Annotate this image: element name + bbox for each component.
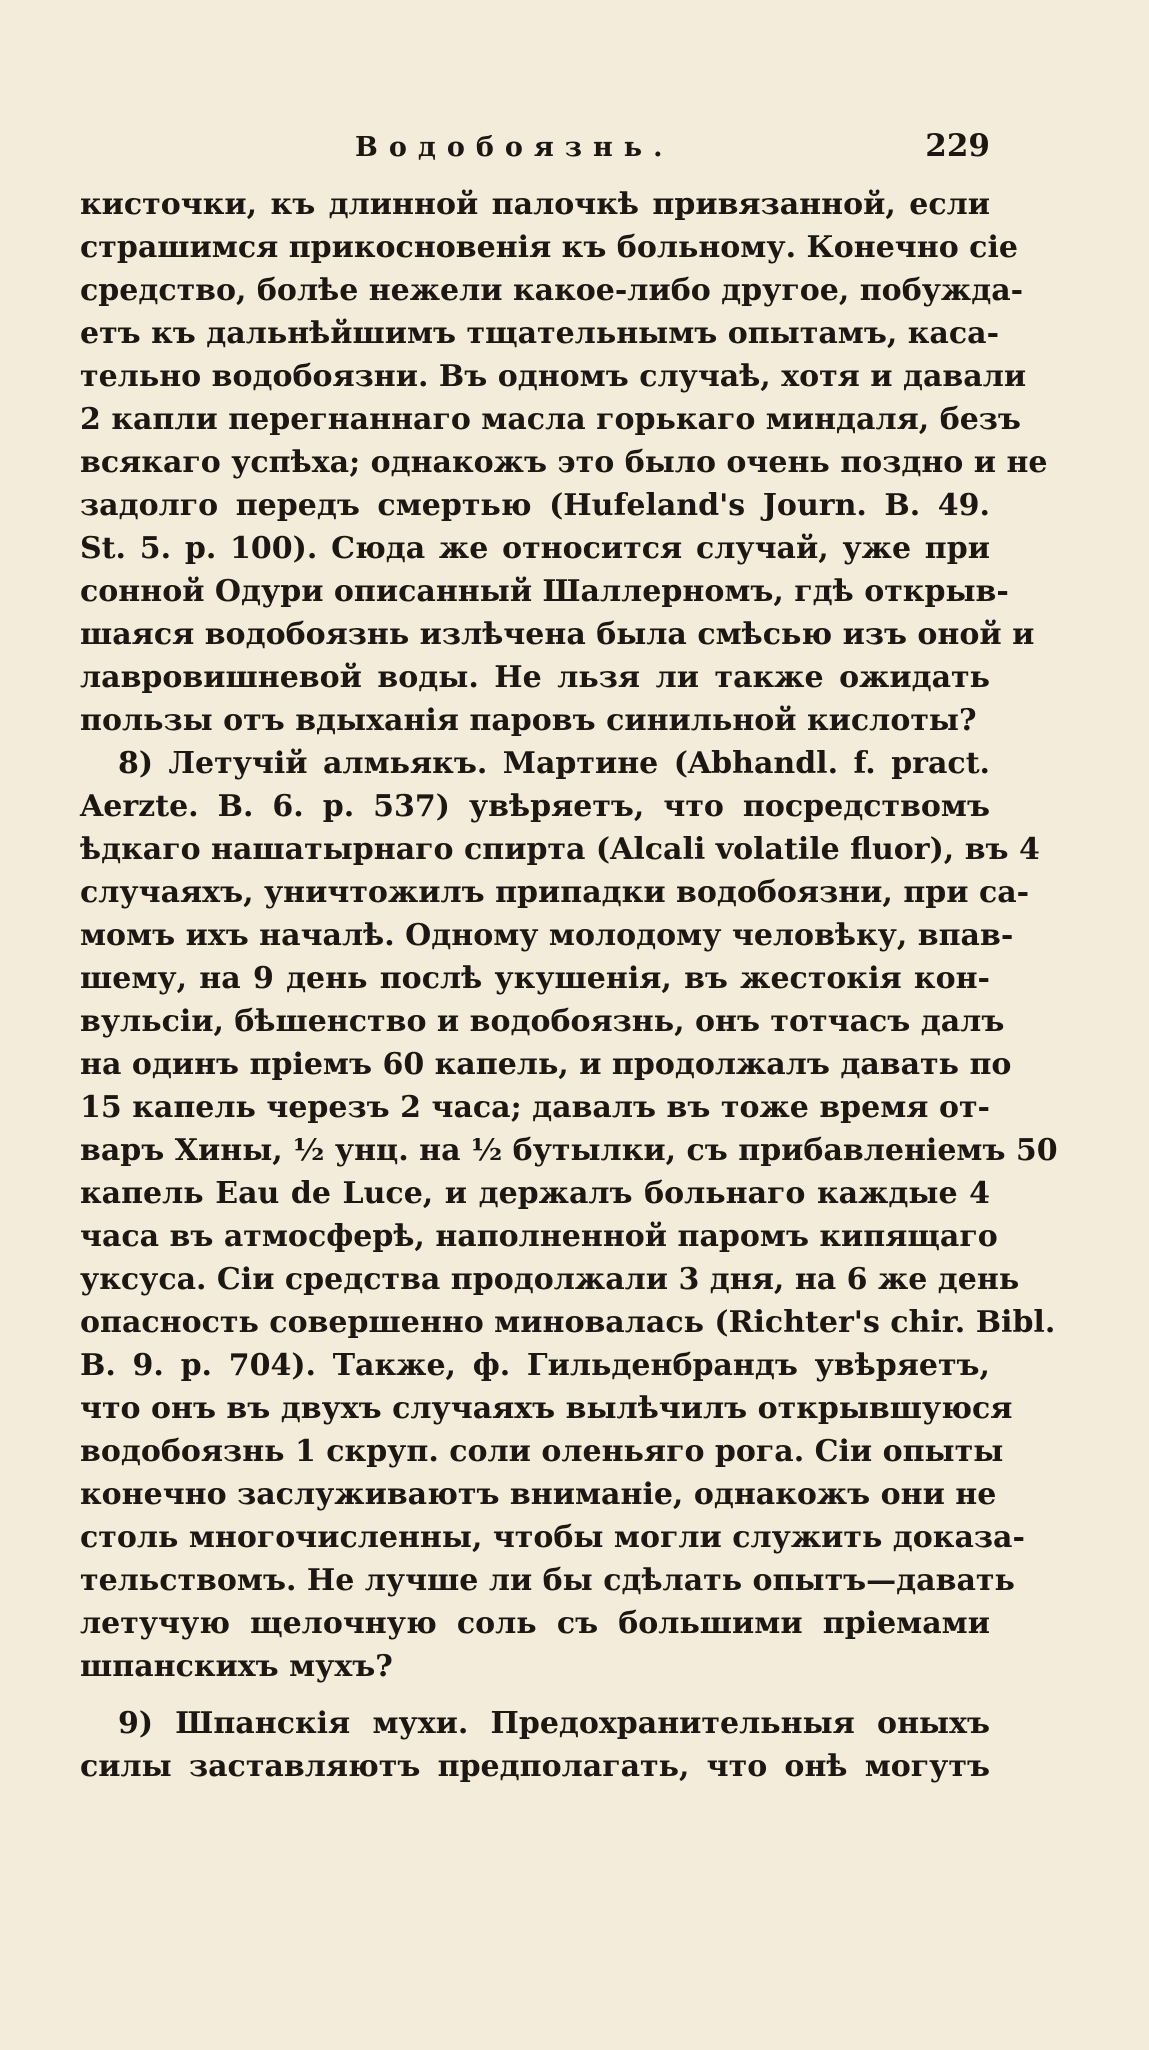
text-line: столь многочисленны, чтобы могли служить доказа- [80,1520,1025,1555]
page-header [80,128,990,178]
text-line: опасность совершенно миновалась (Richter's chir. Bibl. [80,1305,1056,1340]
text-line: уксуса. Сіи средства продолжали 3 дня, на 6 же день [80,1262,1020,1297]
text-line: силы заставляютъ предполагать, что онѣ могутъ [80,1749,990,1784]
text-line: на одинъ пріемъ 60 капель, и продолжалъ давать по [80,1047,1012,1082]
text-line: етъ къ дальнѣйшимъ тщательнымъ опытамъ, каса- [80,316,1000,351]
text-line: 2 капли перегнаннаго масла горькаго миндаля, безъ [80,402,1021,437]
body-text [80,183,1058,1788]
text-line: тельно водобоязни. Въ одномъ случаѣ, хотя и давали [80,359,1027,394]
text-line: всякаго успѣха; однакожъ это было очень поздно и не [80,445,1048,480]
paragraph-gap [80,1688,990,1702]
text-line: часа въ атмосферѣ, наполненной паромъ кипящаго [80,1219,998,1254]
text-line: St. 5. p. 100). Сюда же относится случай, уже при [80,531,990,566]
text-line: средство, болѣе нежели какое-либо другое, побужда- [80,273,1024,308]
text-line: 15 капель черезъ 2 часа; давалъ въ тоже время от- [80,1090,990,1125]
text-line: задолго передъ смертью (Hufeland's Journ. B. 49. [80,488,990,523]
text-line: водобоязнь 1 скруп. соли оленьяго рога. Сіи опыты [80,1434,1004,1469]
text-line: капель Eau de Luce, и держалъ больнаго каждые 4 [80,1176,990,1211]
section-heading-line: 8) Летучій алмьякъ. Мартине (Abhandl. f. pract. [118,746,990,781]
text-line: ѣдкаго нашатырнаго спирта (Alcali volatile fluor), въ 4 [80,832,1040,867]
text-line: пользы отъ вдыханія паровъ синильной кислоты? [80,703,977,738]
page-number: 229 [925,128,990,164]
text-line: кисточки, къ длинной палочкѣ привязанной, если [80,187,990,222]
text-line: шаяся водобоязнь излѣчена была смѣсью изъ оной и [80,617,1035,652]
text-line: летучую щелочную соль съ большими пріемами [80,1606,990,1641]
text-line: варъ Хины, ½ унц. на ½ бутылки, съ прибавленіемъ 50 [80,1133,1058,1168]
text-line: сонной Одури описанный Шаллерномъ, гдѣ открыв- [80,574,1009,609]
text-line: шему, на 9 день послѣ укушенія, въ жестокія кон- [80,961,990,996]
text-line: лавровишневой воды. Не льзя ли также ожидать [80,660,990,695]
text-line: конечно заслуживаютъ вниманіе, однакожъ они не [80,1477,997,1512]
text-line: страшимся прикосновенія къ больному. Конечно сіе [80,230,1018,265]
text-line: Aerzte. B. 6. p. 537) увѣряетъ, что посредствомъ [80,789,990,824]
section-heading-line: 9) Шпанскія мухи. Предохранительныя оныхъ [118,1706,990,1741]
text-line: что онъ въ двухъ случаяхъ вылѣчилъ открывшуюся [80,1391,1013,1426]
text-line: случаяхъ, уничтожилъ припадки водобоязни, при са- [80,875,1030,910]
running-title: Водобоязнь. [355,132,674,163]
text-line: тельствомъ. Не лучше ли бы сдѣлать опытъ—давать [80,1563,1015,1598]
text-line: вульсіи, бѣшенство и водобоязнь, онъ тотчасъ далъ [80,1004,1005,1039]
text-line: B. 9. p. 704). Также, ф. Гильденбрандъ увѣряетъ, [80,1348,990,1383]
text-line: момъ ихъ началѣ. Одному молодому человѣку, впав- [80,918,1014,953]
text-line: шпанскихъ мухъ? [80,1649,393,1684]
